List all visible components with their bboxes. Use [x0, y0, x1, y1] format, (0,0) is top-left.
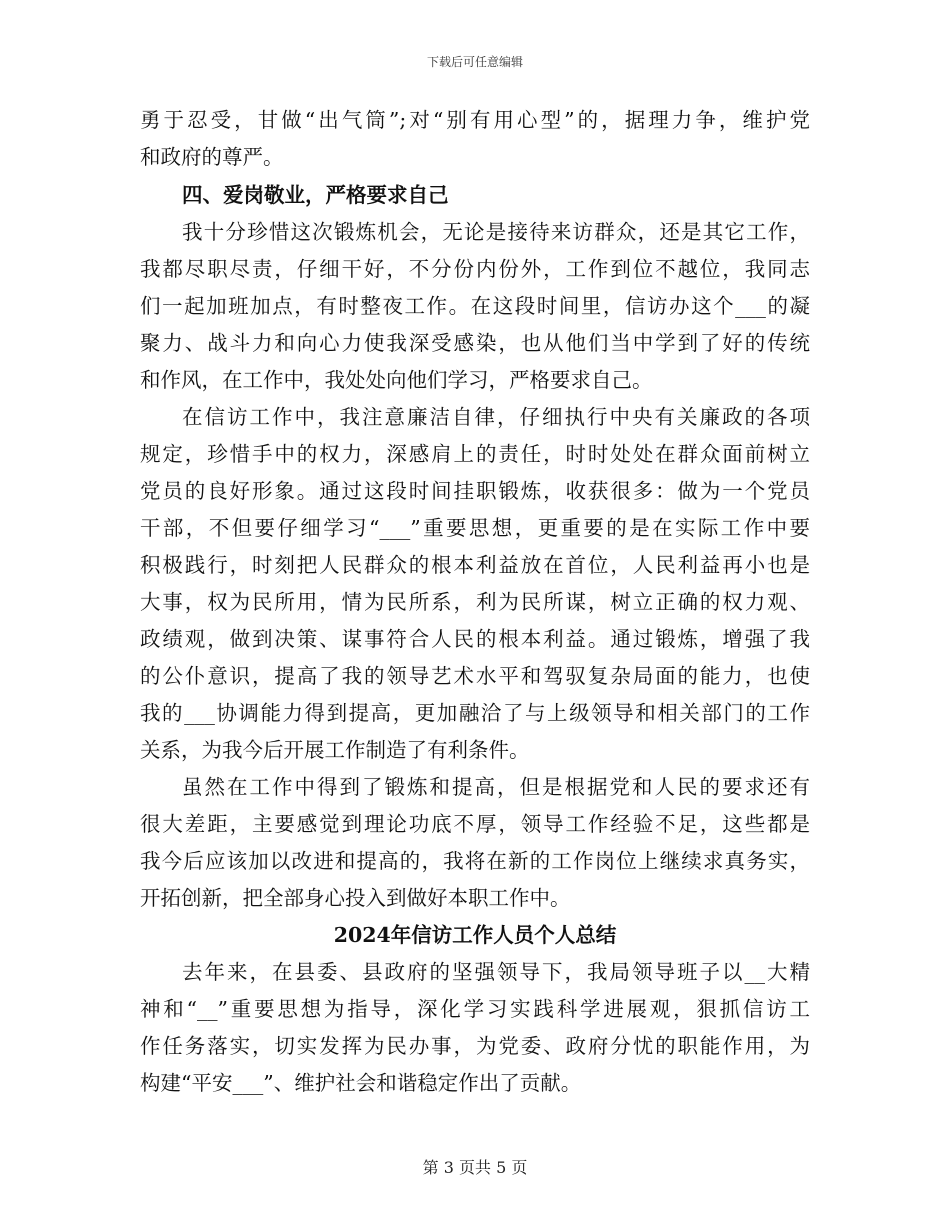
paragraph-line: 干部，不但要仔细学习“___”重要思想，更重要的是在实际工作中要 — [140, 516, 810, 540]
section-heading: 四、爱岗敬业，严格要求自己 — [182, 183, 449, 207]
paragraph-line: 积极践行，时刻把人民群众的根本利益放在首位，人民利益再小也是 — [140, 553, 810, 577]
paragraph-line: 和作风，在工作中，我处处向他们学习，严格要求自己。 — [140, 368, 653, 392]
paragraph-line: 我十分珍惜这次锻炼机会，无论是接待来访群众，还是其它工作， — [182, 220, 810, 244]
document-title: 2024年信访工作人员个人总结 — [333, 923, 617, 947]
page-header: 下载后可任意编辑 — [426, 55, 523, 69]
paragraph-line: 们一起加班加点，有时整夜工作。在这段时间里，信访办这个___的凝 — [140, 294, 810, 318]
paragraph-line: 勇于忍受，甘做“出气筒”;对“别有用心型”的，据理力争，维护党 — [140, 108, 810, 132]
paragraph-line: 大事，权为民所用，情为民所系，利为民所谋，树立正确的权力观、 — [140, 590, 810, 614]
paragraph-line: 关系，为我今后开展工作制造了有利条件。 — [140, 738, 530, 762]
paragraph-line: 作任务落实，切实发挥为民办事，为党委、政府分忧的职能作用，为 — [140, 1034, 810, 1058]
paragraph-line: 聚力、战斗力和向心力使我深受感染，也从他们当中学到了好的传统 — [140, 331, 810, 355]
paragraph-line: 去年来，在县委、县政府的坚强领导下，我局领导班子以__大精 — [182, 960, 810, 984]
paragraph-line: 很大差距，主要感觉到理论功底不厚，领导工作经验不足，这些都是 — [140, 812, 810, 836]
paragraph-line: 和政府的尊严。 — [140, 145, 284, 169]
paragraph-line: 我今后应该加以改进和提高的，我将在新的工作岗位上继续求真务实， — [140, 849, 810, 873]
paragraph-line: 政绩观，做到决策、谋事符合人民的根本利益。通过锻炼，增强了我 — [140, 627, 810, 651]
document-body — [140, 102, 810, 1102]
paragraph-line: 神和“__”重要思想为指导，深化学习实践科学进展观，狠抓信访工 — [140, 997, 810, 1021]
page-footer: 第 3 页共 5 页 — [422, 1158, 528, 1177]
paragraph-line: 虽然在工作中得到了锻炼和提高，但是根据党和人民的要求还有 — [182, 775, 810, 799]
paragraph-line: 我的___协调能力得到提高，更加融洽了与上级领导和相关部门的工作 — [140, 701, 810, 725]
paragraph-line: 党员的良好形象。通过这段时间挂职锻炼，收获很多：做为一个党员 — [140, 479, 810, 503]
paragraph-line: 我都尽职尽责，仔细干好，不分份内份外，工作到位不越位，我同志 — [140, 257, 810, 281]
paragraph-line: 开拓创新，把全部身心投入到做好本职工作中。 — [140, 886, 571, 910]
paragraph-line: 的公仆意识，提高了我的领导艺术水平和驾驭复杂局面的能力，也使 — [140, 664, 810, 688]
paragraph-line: 规定，珍惜手中的权力，深感肩上的责任，时时处处在群众面前树立 — [140, 442, 810, 466]
paragraph-line: 构建“平安___”、维护社会和谐稳定作出了贡献。 — [140, 1071, 582, 1095]
paragraph-line: 在信访工作中，我注意廉洁自律，仔细执行中央有关廉政的各项 — [182, 405, 810, 429]
